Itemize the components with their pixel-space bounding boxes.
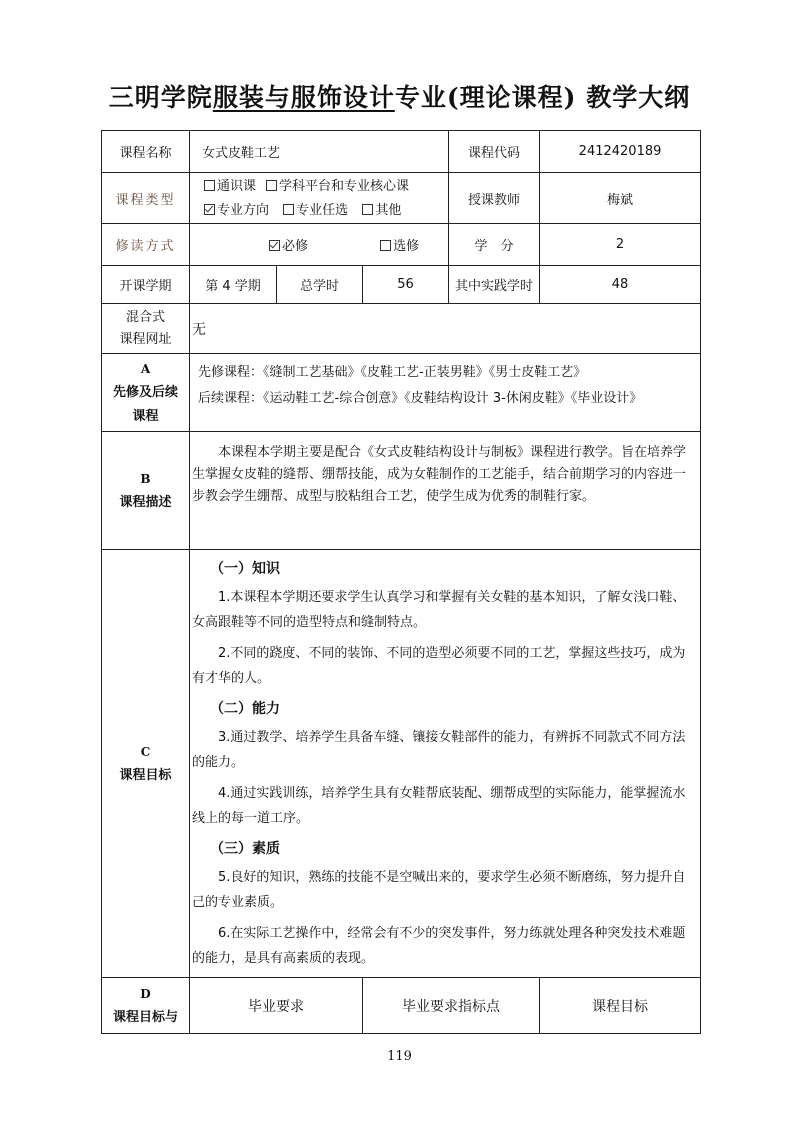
checkbox-icon <box>266 180 277 191</box>
document-title <box>0 78 799 114</box>
follow-up-courses: 后续课程：《运动鞋工艺-综合创意》《皮鞋结构设计 3-休闲皮鞋》《毕业设计》 <box>198 391 643 406</box>
row-study-mode <box>102 224 701 266</box>
type-option-general[interactable]: 通识课 <box>204 179 256 194</box>
course-goal-header: 课程目标 <box>540 978 701 1034</box>
course-url-value: 无 <box>190 304 701 354</box>
row-section-d <box>102 978 701 1034</box>
course-description: 本课程本学期主要是配合《女式皮鞋结构设计与制板》课程进行教学。旨在培养学生掌握女皮鞋的缝帮、绷帮技能，成为女鞋制作的工艺能手，结合前期学习的内容进一步教会学生绷帮、成型与胶粘组合工艺，使学生成为优秀的制鞋行家。 <box>190 432 701 550</box>
checkbox-icon <box>283 204 294 215</box>
checkbox-icon <box>362 204 373 215</box>
term-label: 开课学期 <box>102 266 190 304</box>
row-course-type <box>102 173 701 224</box>
goal-6: 6.在实际工艺操作中，经常会有不少的突发事件，努力练就处理各种突发技术难题的能力，是具有高素质的表现。 <box>192 926 686 966</box>
teacher-value: 梅斌 <box>540 173 701 224</box>
row-course-name <box>102 131 701 173</box>
goal-5: 5.良好的知识，熟练的技能不是空喊出来的，要求学生必须不断磨练，努力提升自己的专业素质。 <box>192 870 686 910</box>
mode-option-required[interactable]: 必修 <box>190 235 308 254</box>
goal-1: 1.本课程本学期还要求学生认真学习和掌握有关女鞋的基本知识，了解女浅口鞋、女高跟鞋等不同的造型特点和缝制特点。 <box>192 590 686 630</box>
mode-option-elective[interactable]: 选修 <box>380 235 419 254</box>
course-code-value: 2412420189 <box>540 131 701 173</box>
credit-label: 学 分 <box>449 224 540 266</box>
term-value: 第 4 学期 <box>190 266 277 304</box>
practice-hours-label: 其中实践学时 <box>449 266 540 304</box>
row-term <box>102 266 701 304</box>
goal-4: 4.通过实践训练，培养学生具有女鞋帮底装配、绷帮成型的实际能力，能掌握流水线上的每一道工序。 <box>192 786 686 826</box>
type-option-direction[interactable]: 专业方向 <box>204 203 269 218</box>
row-section-c <box>102 550 701 978</box>
course-url-label: 混合式 课程网址 <box>102 304 190 354</box>
prerequisite-courses: 先修课程：《缝制工艺基础》《皮鞋工艺-正装男鞋》《男士皮鞋工艺》 <box>198 365 587 380</box>
section-a-label: A 先修及后续 课程 <box>102 354 190 432</box>
course-goals <box>190 550 701 978</box>
title-major: 服装与服饰设计 <box>212 83 395 112</box>
practice-hours-value: 48 <box>540 266 701 304</box>
total-hours-value: 56 <box>363 266 449 304</box>
credit-value: 2 <box>540 224 701 266</box>
course-type-label: 课程类型 <box>102 173 190 224</box>
study-mode-options <box>190 224 449 266</box>
teacher-label: 授课教师 <box>449 173 540 224</box>
row-course-url <box>102 304 701 354</box>
study-mode-label: 修读方式 <box>102 224 190 266</box>
goal-2: 2.不同的跷度、不同的装饰、不同的造型必须要不同的工艺，掌握这些技巧，成为有才华的人。 <box>192 646 686 686</box>
goals-heading-ability: （二）能力 <box>210 701 280 717</box>
type-option-core[interactable]: 学科平台和专业核心课 <box>266 179 409 194</box>
page-number: 119 <box>387 1049 412 1064</box>
section-a-content <box>190 354 701 432</box>
goals-heading-knowledge: （一）知识 <box>210 561 280 577</box>
syllabus-table <box>101 130 701 1034</box>
course-name-label: 课程名称 <box>102 131 190 173</box>
course-type-options <box>190 173 449 224</box>
course-type-line-1 <box>204 175 448 199</box>
section-d-label: D 课程目标与 <box>102 978 190 1034</box>
section-c-label: C 课程目标 <box>102 550 190 978</box>
checkbox-icon <box>380 240 391 251</box>
goal-3: 3.通过教学、培养学生具备车缝、镶接女鞋部件的能力，有辨拆不同款式不同方法的能力。 <box>192 730 686 770</box>
type-option-other[interactable]: 其他 <box>362 203 401 218</box>
checkbox-checked-icon <box>269 240 280 251</box>
checkbox-icon <box>204 180 215 191</box>
title-school: 三明学院 <box>108 83 213 112</box>
row-section-a <box>102 354 701 432</box>
course-type-line-2 <box>204 199 448 223</box>
section-b-label: B 课程描述 <box>102 432 190 550</box>
requirement-indicator-header: 毕业要求指标点 <box>363 978 540 1034</box>
course-code-label: 课程代码 <box>449 131 540 173</box>
total-hours-label: 总学时 <box>277 266 363 304</box>
type-option-elective[interactable]: 专业任选 <box>283 203 348 218</box>
graduation-requirement-header: 毕业要求 <box>190 978 363 1034</box>
row-section-b <box>102 432 701 550</box>
title-suffix: 专业(理论课程) 教学大纲 <box>394 83 691 112</box>
checkbox-checked-icon <box>204 204 215 215</box>
course-name-value: 女式皮鞋工艺 <box>190 131 449 173</box>
goals-heading-quality: （三）素质 <box>210 841 280 857</box>
